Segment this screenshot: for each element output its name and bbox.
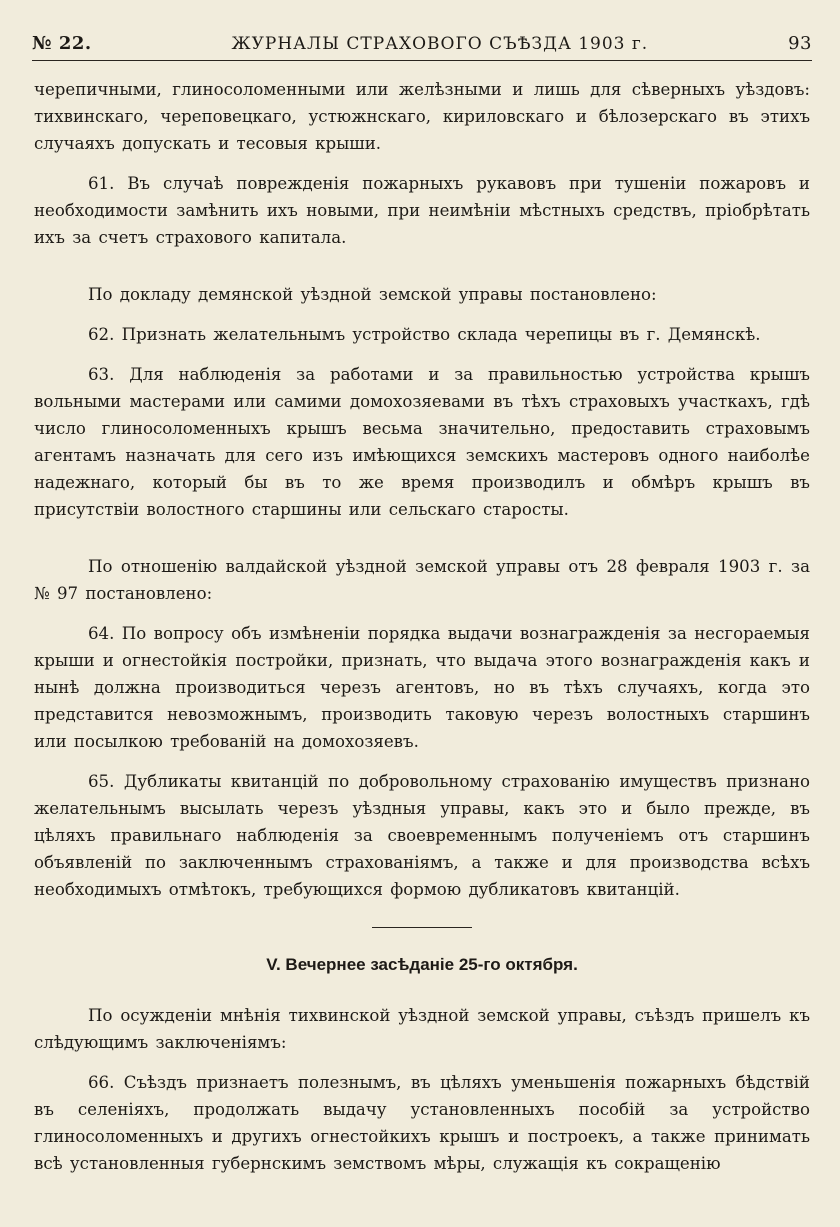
section-heading: V. Вечернее засѣданіе 25-го октября. [266,955,578,974]
running-header [32,24,812,61]
issue-number: № 22. [32,33,92,54]
paragraph-63: 63. Для наблюденія за работами и за правильностью устройства крышъ вольными мастерами или самими домохозяевами въ тѣхъ страховыхъ участкахъ, гдѣ число глиносоломенныхъ крышъ весьма значительно, предоставить страховымъ агентамъ назначать для сего изъ имѣющихся земскихъ мастеровъ одного наиболѣе надежнаго, который бы въ то же время производилъ и обмѣръ крышъ въ присутствіи волостного старшины или сельскаго старосты. [34,365,810,519]
page-body [34,76,810,1177]
paragraph-62: 62. Признать желательнымъ устройство склада черепицы въ г. Демянскѣ. [88,325,761,344]
paragraph-64: 64. По вопросу объ измѣненіи порядка выдачи вознагражденія за несгораемыя крыши и огнестойкія постройки, признать, что выдача этого вознагражденія какъ и нынѣ должна производиться черезъ агентовъ, но въ тѣхъ случаяхъ, когда это представится невозможнымъ, производить таковую черезъ волостныхъ старшинъ или посылкою требованій на домохозяевъ. [34,624,810,751]
paragraph-66: 66. Съѣздъ признаетъ полезнымъ, въ цѣляхъ уменьшенія пожарныхъ бѣдствій въ селеніяхъ, продолжать выдачу установленныхъ пособій за устройство глиносоломенныхъ и другихъ огнестойкихъ крышъ и построекъ, а также принимать всѣ установленныя губернскимъ земствомъ мѣры, служащія къ сокращенію [34,1073,810,1173]
journal-title: ЖУРНАЛЫ СТРАХОВОГО СЪѢЗДА 1903 г. [231,34,649,54]
paragraph-61: 61. Въ случаѣ поврежденія пожарныхъ рукавовъ при тушеніи пожаровъ и необходимости замѣнить ихъ новыми, при неимѣніи мѣстныхъ средствъ, пріобрѣтать ихъ за счетъ страхового капитала. [34,174,810,247]
paragraph-continuation: черепичными, глиносоломенными или желѣзными и лишь для сѣверныхъ уѣздовъ: тихвинскаго, череповецкаго, устюжнскаго, кириловскаго и бѣлозерскаго въ этихъ случаяхъ допускать и тесовыя крыши. [34,80,810,153]
paragraph-65: 65. Дубликаты квитанцій по добровольному страхованію имуществъ признано желательнымъ высылать черезъ уѣздныя управы, какъ это и было прежде, въ цѣляхъ правильнаго наблюденія за своевременнымъ полученіемъ отъ старшинъ объявленій по заключеннымъ страхованіямъ, а также и для производства всѣхъ необходимыхъ отмѣтокъ, требующихся формою дубликатовъ квитанцій. [34,772,810,899]
paragraph-tikhvin-intro: По осужденіи мнѣнія тихвинской уѣздной земской управы, съѣздъ пришелъ къ слѣдующимъ заключеніямъ: [34,1006,810,1052]
paragraph-demyansk-intro: По докладу демянской уѣздной земской управы постановлено: [88,285,657,304]
paragraph-valday-intro: По отношенію валдайской уѣздной земской управы отъ 28 февраля 1903 г. за № 97 постановлено: [34,557,810,603]
page-number: 93 [788,33,812,54]
